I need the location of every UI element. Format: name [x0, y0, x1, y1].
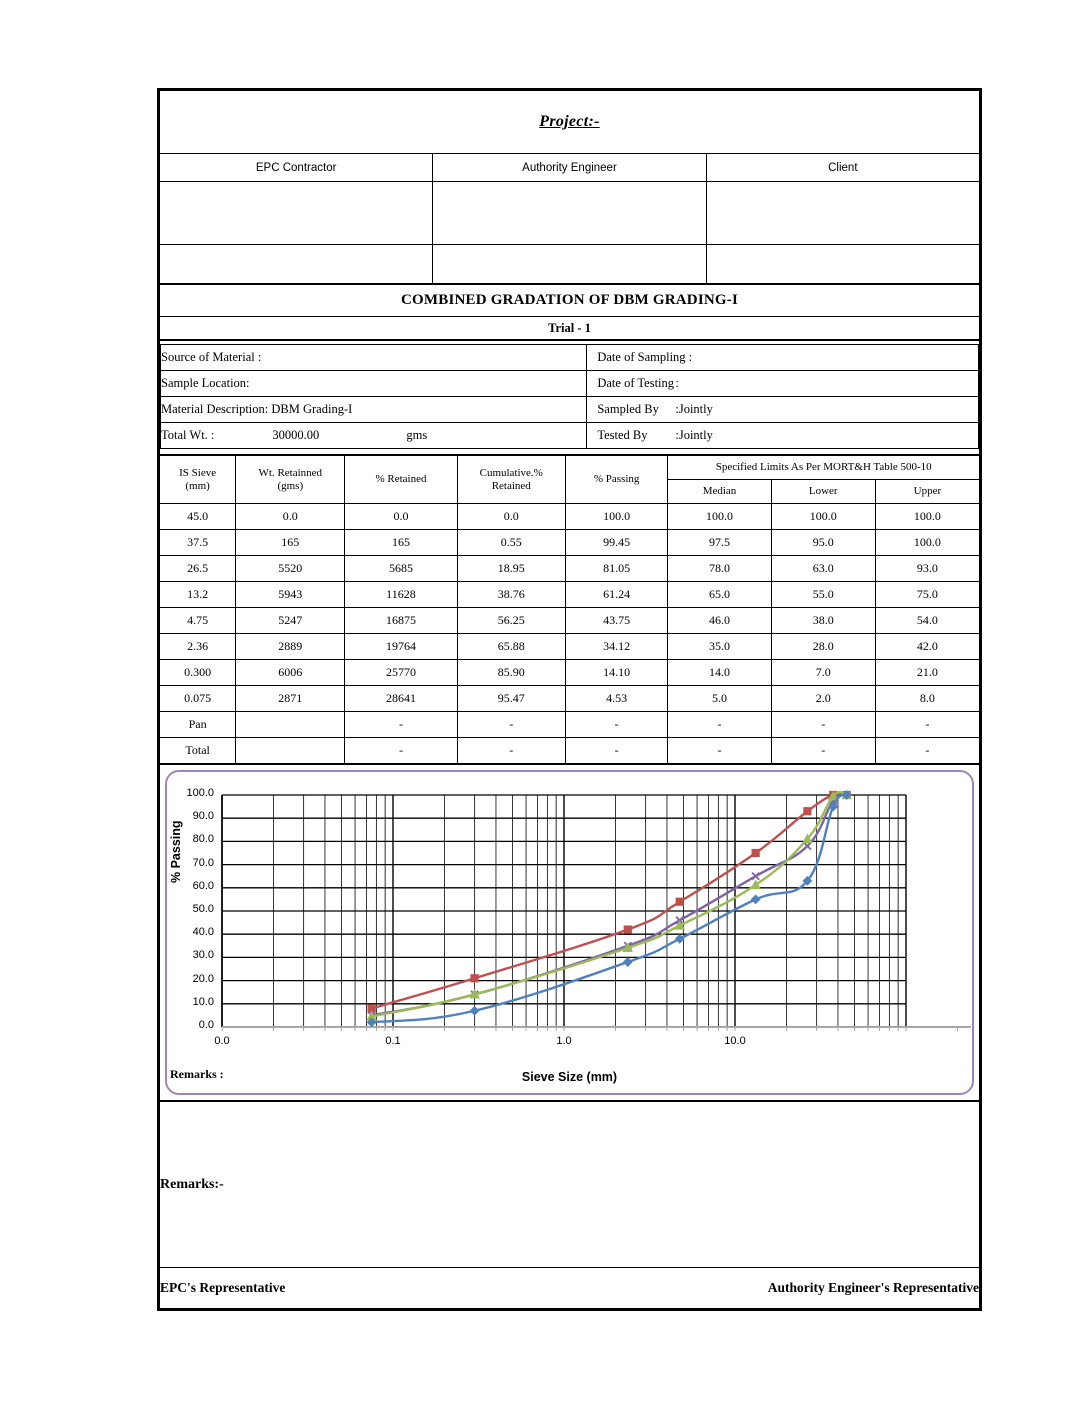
col-is-sieve-line2: (mm)	[185, 479, 210, 492]
gradation-thead	[160, 456, 980, 504]
info-block-table	[159, 340, 980, 455]
sampled-by	[587, 397, 979, 423]
remarks-area[interactable]	[160, 1102, 980, 1268]
chart-series-upper	[368, 791, 850, 1012]
cell-upper: 100.0	[875, 504, 979, 530]
report-sheet	[157, 88, 982, 1311]
cell-upper: 54.0	[875, 608, 979, 634]
col-cumulative-line2: Retained	[491, 479, 531, 492]
chart-series-passing	[367, 791, 851, 1020]
cell-pct-passing: -	[565, 712, 668, 738]
gradation-header-row-1	[160, 456, 980, 480]
chart-x-tick-label: 10.0	[724, 1035, 746, 1047]
cell-median: 78.0	[668, 556, 771, 582]
sampled-by-label: Sampled By	[597, 402, 659, 416]
cell-upper: -	[875, 712, 979, 738]
col-is-sieve	[160, 456, 236, 504]
main-title-row	[160, 285, 980, 317]
remarks-table	[159, 1101, 980, 1309]
cell-sieve: Pan	[160, 712, 236, 738]
cell-wt-retained: 6006	[236, 660, 345, 686]
table-row	[160, 686, 980, 712]
cell-lower: 7.0	[771, 660, 875, 686]
cell-cumulative: 95.47	[457, 686, 565, 712]
table-row	[160, 608, 980, 634]
cell-sieve: 26.5	[160, 556, 236, 582]
total-weight-value: 30000.00	[272, 428, 320, 442]
table-row	[160, 530, 980, 556]
cell-pct-passing: 99.45	[565, 530, 668, 556]
cell-wt-retained: 5520	[236, 556, 345, 582]
cell-lower: 28.0	[771, 634, 875, 660]
project-title: Project:-	[539, 113, 600, 130]
col-lower: Lower	[771, 480, 875, 504]
cell-pct-passing: -	[565, 738, 668, 764]
cell-lower: 100.0	[771, 504, 875, 530]
table-row	[160, 504, 980, 530]
cell-sieve: 0.300	[160, 660, 236, 686]
tested-by-value: :Jointly	[675, 428, 713, 442]
cell-upper: 93.0	[875, 556, 979, 582]
cell-median: 97.5	[668, 530, 771, 556]
chart-y-tick-label: 20.0	[192, 972, 214, 985]
party-epc-contractor: EPC Contractor	[160, 154, 433, 182]
table-row	[160, 738, 980, 764]
date-of-testing-label: Date of Testing	[597, 376, 675, 390]
remarks-label: Remarks:-	[160, 1176, 224, 1192]
cell-cumulative: 0.55	[457, 530, 565, 556]
cell-median: 5.0	[668, 686, 771, 712]
cell-pct-retained: 25770	[345, 660, 457, 686]
chart-series-lower	[367, 791, 850, 1027]
cell-pct-passing: 81.05	[565, 556, 668, 582]
cell-pct-passing: 100.0	[565, 504, 668, 530]
gradation-tbody	[160, 504, 980, 764]
cell-lower: 95.0	[771, 530, 875, 556]
chart-x-tick-label: 0.1	[385, 1035, 401, 1047]
chart-y-tick-label: 80.0	[192, 833, 214, 846]
chart-plot-svg	[160, 765, 979, 1100]
cell-median: 14.0	[668, 660, 771, 686]
cell-cumulative: 38.76	[457, 582, 565, 608]
date-of-testing-value: :	[675, 376, 679, 390]
col-wt-retained-line1: Wt. Retainned	[258, 466, 323, 479]
gradation-chart	[160, 765, 979, 1100]
cell-pct-passing: 34.12	[565, 634, 668, 660]
cell-sieve: 13.2	[160, 582, 236, 608]
chart-cell	[160, 765, 980, 1101]
chart-x-tick-label: 1.0	[556, 1035, 572, 1047]
cell-cumulative: 85.90	[457, 660, 565, 686]
chart-x-tick-label: 0.0	[214, 1035, 230, 1047]
cell-median: 65.0	[668, 582, 771, 608]
info-row-4	[161, 423, 979, 449]
epc-representative-label: EPC's Representative	[160, 1280, 286, 1295]
cell-wt-retained: 5247	[236, 608, 345, 634]
info-row-1	[161, 345, 979, 371]
signature-footer	[160, 1268, 980, 1309]
cell-lower: 63.0	[771, 556, 875, 582]
sampled-by-value: :Jointly	[675, 402, 713, 416]
cell-sieve: Total	[160, 738, 236, 764]
cell-sieve: 4.75	[160, 608, 236, 634]
trial-label: Trial - 1	[160, 317, 980, 340]
table-row	[160, 634, 980, 660]
info-row-3	[161, 397, 979, 423]
cell-sieve: 37.5	[160, 530, 236, 556]
chart-gridlines	[222, 795, 906, 1027]
cell-lower: 2.0	[771, 686, 875, 712]
chart-y-tick-label: 60.0	[192, 879, 214, 892]
cell-upper: 8.0	[875, 686, 979, 712]
cell-wt-retained: 2871	[236, 686, 345, 712]
chart-y-tick-label: 40.0	[192, 926, 214, 939]
header-table	[159, 90, 980, 284]
sample-location-label: Sample Location:	[161, 371, 587, 397]
cell-cumulative: -	[457, 712, 565, 738]
remarks-row	[160, 1102, 980, 1268]
table-row	[160, 712, 980, 738]
chart-row	[160, 765, 980, 1101]
cell-lower: -	[771, 738, 875, 764]
cell-upper: 75.0	[875, 582, 979, 608]
cell-upper: 42.0	[875, 634, 979, 660]
cell-upper: 100.0	[875, 530, 979, 556]
chart-remarks-label: Remarks :	[170, 1067, 224, 1081]
chart-y-axis-label: % Passing	[169, 820, 183, 883]
page-title: COMBINED GRADATION OF DBM GRADING-I	[160, 285, 980, 317]
cell-sieve: 2.36	[160, 634, 236, 660]
col-pct-retained: % Retained	[345, 456, 457, 504]
cell-upper: 21.0	[875, 660, 979, 686]
cell-median: 35.0	[668, 634, 771, 660]
chart-y-tick-label: 100.0	[186, 787, 214, 799]
tested-by	[587, 423, 979, 449]
cell-lower: -	[771, 712, 875, 738]
cell-median: 100.0	[668, 504, 771, 530]
col-median: Median	[668, 480, 771, 504]
total-weight-label: Total Wt. :	[161, 428, 215, 442]
cell-median: 46.0	[668, 608, 771, 634]
date-of-sampling	[587, 345, 979, 371]
info-table	[160, 344, 979, 449]
table-row	[160, 582, 980, 608]
cell-cumulative: 65.88	[457, 634, 565, 660]
cell-wt-retained	[236, 712, 345, 738]
party-signature-row-2	[160, 245, 980, 284]
cell-pct-passing: 4.53	[565, 686, 668, 712]
total-weight	[161, 423, 587, 449]
cell-wt-retained: 165	[236, 530, 345, 556]
party-epc-sign-1[interactable]	[160, 182, 433, 245]
table-row	[160, 660, 980, 686]
cell-lower: 38.0	[771, 608, 875, 634]
project-cell	[160, 91, 980, 154]
cell-wt-retained: 5943	[236, 582, 345, 608]
cell-lower: 55.0	[771, 582, 875, 608]
party-epc-sign-2[interactable]	[160, 245, 433, 284]
cell-cumulative: 56.25	[457, 608, 565, 634]
cell-pct-retained: 165	[345, 530, 457, 556]
party-authority-engineer: Authority Engineer	[433, 154, 706, 182]
footer-row	[160, 1268, 980, 1309]
party-header-row	[160, 154, 980, 182]
cell-sieve: 0.075	[160, 686, 236, 712]
cell-wt-retained: 0.0	[236, 504, 345, 530]
party-ae-sign-1[interactable]	[433, 182, 706, 245]
cell-pct-retained: 0.0	[345, 504, 457, 530]
title-table	[159, 284, 980, 340]
cell-cumulative: -	[457, 738, 565, 764]
chart-y-tick-label: 0.0	[198, 1019, 214, 1031]
chart-x-axis-label: Sieve Size (mm)	[521, 1070, 618, 1084]
cell-pct-retained: 5685	[345, 556, 457, 582]
chart-y-tick-label: 70.0	[192, 856, 214, 869]
chart-series-median	[368, 791, 850, 1019]
info-block-cell	[160, 341, 980, 455]
chart-y-tick-label: 90.0	[192, 810, 214, 823]
chart-y-tick-label: 50.0	[192, 903, 214, 915]
chart-y-tick-label: 10.0	[192, 995, 214, 1008]
info-row-2	[161, 371, 979, 397]
cell-wt-retained: 2889	[236, 634, 345, 660]
info-block-row	[160, 341, 980, 455]
cell-pct-retained: 28641	[345, 686, 457, 712]
date-of-testing	[587, 371, 979, 397]
chart-table	[159, 764, 980, 1101]
col-specified-limits: Specified Limits As Per MORT&H Table 500-10	[668, 456, 980, 480]
tested-by-label: Tested By	[597, 428, 648, 442]
col-pct-passing: % Passing	[565, 456, 668, 504]
party-client-sign-1[interactable]	[706, 182, 979, 245]
cell-sieve: 45.0	[160, 504, 236, 530]
col-wt-retained	[236, 456, 345, 504]
cell-cumulative: 18.95	[457, 556, 565, 582]
trial-row	[160, 317, 980, 340]
party-client-sign-2[interactable]	[706, 245, 979, 284]
project-row	[160, 91, 980, 154]
party-signature-row-1	[160, 182, 980, 245]
party-client: Client	[706, 154, 979, 182]
col-cumulative-retained	[457, 456, 565, 504]
col-wt-retained-line2: (gms)	[277, 479, 304, 492]
cell-pct-retained: -	[345, 738, 457, 764]
cell-cumulative: 0.0	[457, 504, 565, 530]
col-cumulative-line1: Cumulative.%	[479, 466, 543, 479]
col-upper: Upper	[875, 480, 979, 504]
cell-pct-passing: 61.24	[565, 582, 668, 608]
total-weight-unit: gms	[406, 428, 428, 442]
date-of-sampling-label: Date of Sampling :	[597, 350, 693, 364]
authority-engineer-representative-label: Authority Engineer's Representative	[767, 1280, 979, 1295]
chart-y-tick-label: 30.0	[192, 949, 214, 962]
cell-pct-retained: 11628	[345, 582, 457, 608]
col-is-sieve-line1: IS Sieve	[179, 466, 217, 479]
cell-median: -	[668, 738, 771, 764]
material-description-label: Material Description: DBM Grading-I	[161, 397, 587, 423]
table-row	[160, 556, 980, 582]
cell-pct-passing: 14.10	[565, 660, 668, 686]
cell-pct-retained: 16875	[345, 608, 457, 634]
source-of-material-label: Source of Material :	[161, 345, 587, 371]
party-ae-sign-2[interactable]	[433, 245, 706, 284]
cell-pct-passing: 43.75	[565, 608, 668, 634]
gradation-table	[159, 455, 980, 764]
cell-median: -	[668, 712, 771, 738]
cell-upper: -	[875, 738, 979, 764]
cell-pct-retained: 19764	[345, 634, 457, 660]
cell-pct-retained: -	[345, 712, 457, 738]
cell-wt-retained	[236, 738, 345, 764]
